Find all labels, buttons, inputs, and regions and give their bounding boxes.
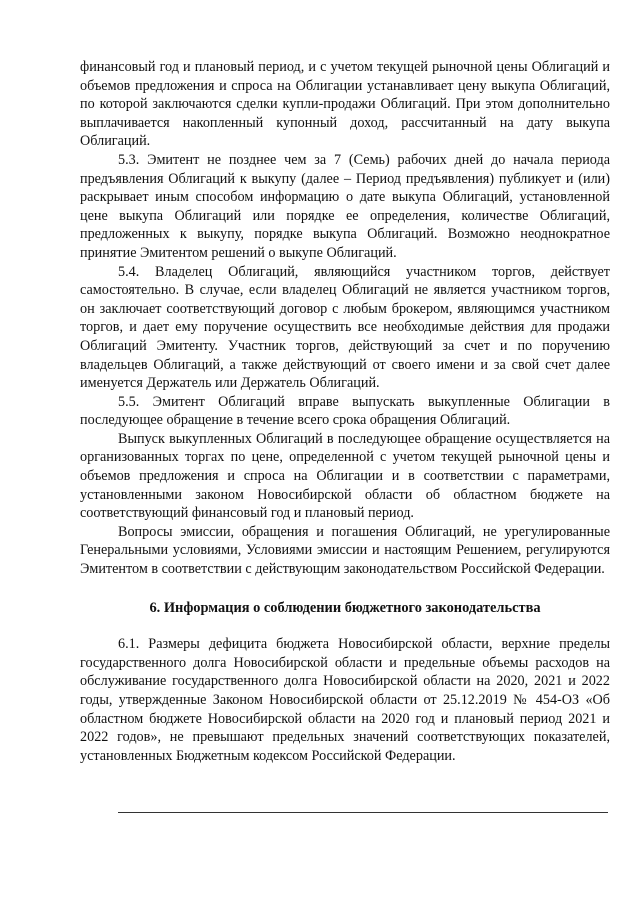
paragraph-continuation: финансовый год и плановый период, и с учетом текущей рыночной цены Облигаций и объемов предложения и спроса на Облигации устанавливает цену выкупа Облигаций, по которой заключаются сделки купли-продажи Облигаций. При этом дополнительно выплачивается накопленный купонный доход, рассчитанный на дату выкупа Облигаций. xyxy=(80,59,610,150)
footer-rule xyxy=(118,812,608,813)
paragraph-5-5: 5.5. Эмитент Облигаций вправе выпускать выкупленные Облигации в последующее обращение в течение всего срока обращения Облигаций. xyxy=(80,393,610,429)
paragraph-5-4: 5.4. Владелец Облигаций, являющийся участником торгов, действует самостоятельно. В случае, если владелец Облигаций не является участником торгов, он заключает соответствующий договор с любым брокером, являющимся участником торгов, и дает ему поручение осуществить все необходимые действия для продажи Облигаций Эмитенту. Участник торгов, действующий за счет и по поручению владельцев Облигаций, а также действующий от своего имени и за свой счет далее именуется Держатель или Держатель Облигаций. xyxy=(80,263,610,392)
paragraph-6-1: 6.1. Размеры дефицита бюджета Новосибирской области, верхние пределы государственного долга Новосибирской области и предельные объемы расходов на обслуживание государственного долга Новосибирской области на 2020, 2021 и 2022 годы, утвержденные Законом Новосибирской области от 25.12.2019 № 454-ОЗ «Об областном бюджете Новосибирской области на 2020 год и плановый период 2021 и 2022 годов», не превышают предельных значений соответствующих показателей, установленных Бюджетным кодексом Российской Федерации. xyxy=(80,636,610,764)
paragraph-other-questions: Вопросы эмиссии, обращения и погашения Облигаций, не урегулированные Генеральными условиями, Условиями эмиссии и настоящим Решением, регулируются Эмитентом в соответствии с действующим законодательством Российской Федерации. xyxy=(80,523,610,578)
document-page xyxy=(80,58,610,765)
section-heading: 6. Информация о соблюдении бюджетного законодательства xyxy=(149,599,541,616)
paragraph-reissue: Выпуск выкупленных Облигаций в последующее обращение осуществляется на организованных торгах по цене, определенной с учетом текущей рыночной цены и объемов предложения и спроса на Облигации и в соответствии с параметрами, установленными законом Новосибирской области об областном бюджете на соответствующий финансовый год и плановый период. xyxy=(80,430,610,522)
paragraph-5-3: 5.3. Эмитент не позднее чем за 7 (Семь) рабочих дней до начала периода предъявления Облигаций к выкупу (далее – Период предъявления) публикует и (или) раскрывает иным способом информацию о дате выкупа Облигаций, установленной цене выкупа Облигаций или порядке ее определения, количестве Облигаций, предложенных к выкупу, порядке выкупа Облигаций. Возможно неоднократное принятие Эмитентом решений о выкупе Облигаций. xyxy=(80,151,610,261)
